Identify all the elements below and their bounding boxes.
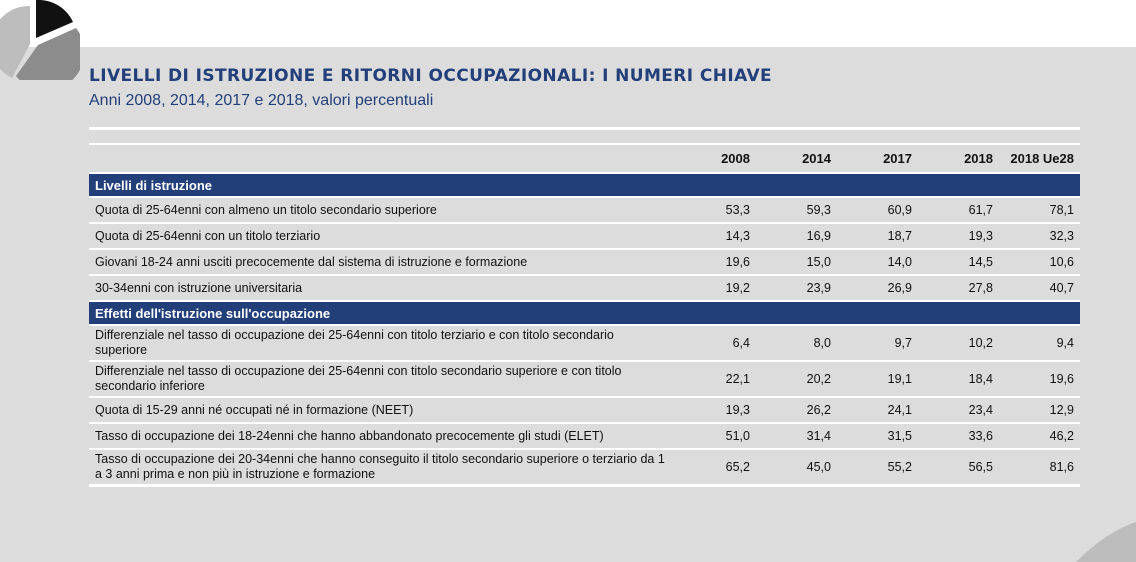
cell-value: 15,0 [756, 249, 837, 275]
row-label: Differenziale nel tasso di occupazione dei 25-64enni con titolo terziario e con titolo secondario superiore [89, 325, 675, 361]
cell-value: 51,0 [675, 423, 756, 449]
cell-value: 19,2 [675, 275, 756, 301]
cell-value: 18,4 [918, 361, 999, 397]
cell-value: 19,3 [675, 397, 756, 423]
cell-value: 32,3 [999, 223, 1080, 249]
table-header-row [89, 144, 1080, 173]
table-row [89, 325, 1080, 361]
cell-value: 9,4 [999, 325, 1080, 361]
page-title: LIVELLI DI ISTRUZIONE E RITORNI OCCUPAZIONALI: I NUMERI CHIAVE [89, 66, 773, 86]
cell-value: 20,2 [756, 361, 837, 397]
cell-value: 19,1 [837, 361, 918, 397]
cell-value: 6,4 [675, 325, 756, 361]
key-figures-table [89, 143, 1080, 487]
table-row [89, 361, 1080, 397]
column-header-2014: 2014 [756, 144, 837, 173]
cell-value: 53,3 [675, 197, 756, 223]
pie-chart-logo-icon [0, 0, 80, 80]
table-row [89, 223, 1080, 249]
row-label: Tasso di occupazione dei 18-24enni che hanno abbandonato precocemente gli studi (ELET) [89, 423, 675, 449]
table-row [89, 275, 1080, 301]
cell-value: 23,9 [756, 275, 837, 301]
table-row [89, 449, 1080, 486]
row-label: Quota di 25-64enni con un titolo terziario [89, 223, 675, 249]
cell-value: 45,0 [756, 449, 837, 486]
section-title: Effetti dell'istruzione sull'occupazione [89, 301, 1080, 325]
table-row [89, 249, 1080, 275]
cell-value: 55,2 [837, 449, 918, 486]
cell-value: 59,3 [756, 197, 837, 223]
cell-value: 61,7 [918, 197, 999, 223]
top-divider [89, 127, 1080, 130]
table-row [89, 197, 1080, 223]
row-label: Tasso di occupazione dei 20-34enni che hanno conseguito il titolo secondario superiore o terziario da 1 a 3 anni prima e non più in istruzione e formazione [89, 449, 675, 486]
cell-value: 14,0 [837, 249, 918, 275]
cell-value: 33,6 [918, 423, 999, 449]
cell-value: 60,9 [837, 197, 918, 223]
row-label: Quota di 15-29 anni né occupati né in formazione (NEET) [89, 397, 675, 423]
column-header-2018-ue28: 2018 Ue28 [999, 144, 1080, 173]
cell-value: 10,6 [999, 249, 1080, 275]
column-header-2017: 2017 [837, 144, 918, 173]
cell-value: 56,5 [918, 449, 999, 486]
cell-value: 14,3 [675, 223, 756, 249]
cell-value: 10,2 [918, 325, 999, 361]
cell-value: 81,6 [999, 449, 1080, 486]
cell-value: 19,3 [918, 223, 999, 249]
cell-value: 24,1 [837, 397, 918, 423]
row-label: 30-34enni con istruzione universitaria [89, 275, 675, 301]
cell-value: 8,0 [756, 325, 837, 361]
section-header-row [89, 301, 1080, 325]
cell-value: 23,4 [918, 397, 999, 423]
row-label: Giovani 18-24 anni usciti precocemente dal sistema di istruzione e formazione [89, 249, 675, 275]
cell-value: 19,6 [675, 249, 756, 275]
row-label: Differenziale nel tasso di occupazione dei 25-64enni con titolo secondario superiore e con titolo secondario inferiore [89, 361, 675, 397]
cell-value: 26,9 [837, 275, 918, 301]
cell-value: 16,9 [756, 223, 837, 249]
cell-value: 9,7 [837, 325, 918, 361]
cell-value: 22,1 [675, 361, 756, 397]
cell-value: 40,7 [999, 275, 1080, 301]
cell-value: 31,4 [756, 423, 837, 449]
cell-value: 18,7 [837, 223, 918, 249]
cell-value: 12,9 [999, 397, 1080, 423]
key-figures-table-container [89, 143, 1080, 487]
table-row [89, 397, 1080, 423]
row-label: Quota di 25-64enni con almeno un titolo secondario superiore [89, 197, 675, 223]
cell-value: 19,6 [999, 361, 1080, 397]
column-header-label [89, 144, 675, 173]
cell-value: 78,1 [999, 197, 1080, 223]
column-header-2008: 2008 [675, 144, 756, 173]
column-header-2018: 2018 [918, 144, 999, 173]
cell-value: 46,2 [999, 423, 1080, 449]
section-title: Livelli di istruzione [89, 173, 1080, 197]
cell-value: 65,2 [675, 449, 756, 486]
corner-decoration-icon [1076, 522, 1136, 562]
cell-value: 27,8 [918, 275, 999, 301]
page-subtitle: Anni 2008, 2014, 2017 e 2018, valori percentuali [89, 92, 434, 109]
section-header-row [89, 173, 1080, 197]
cell-value: 31,5 [837, 423, 918, 449]
cell-value: 14,5 [918, 249, 999, 275]
table-row [89, 423, 1080, 449]
cell-value: 26,2 [756, 397, 837, 423]
